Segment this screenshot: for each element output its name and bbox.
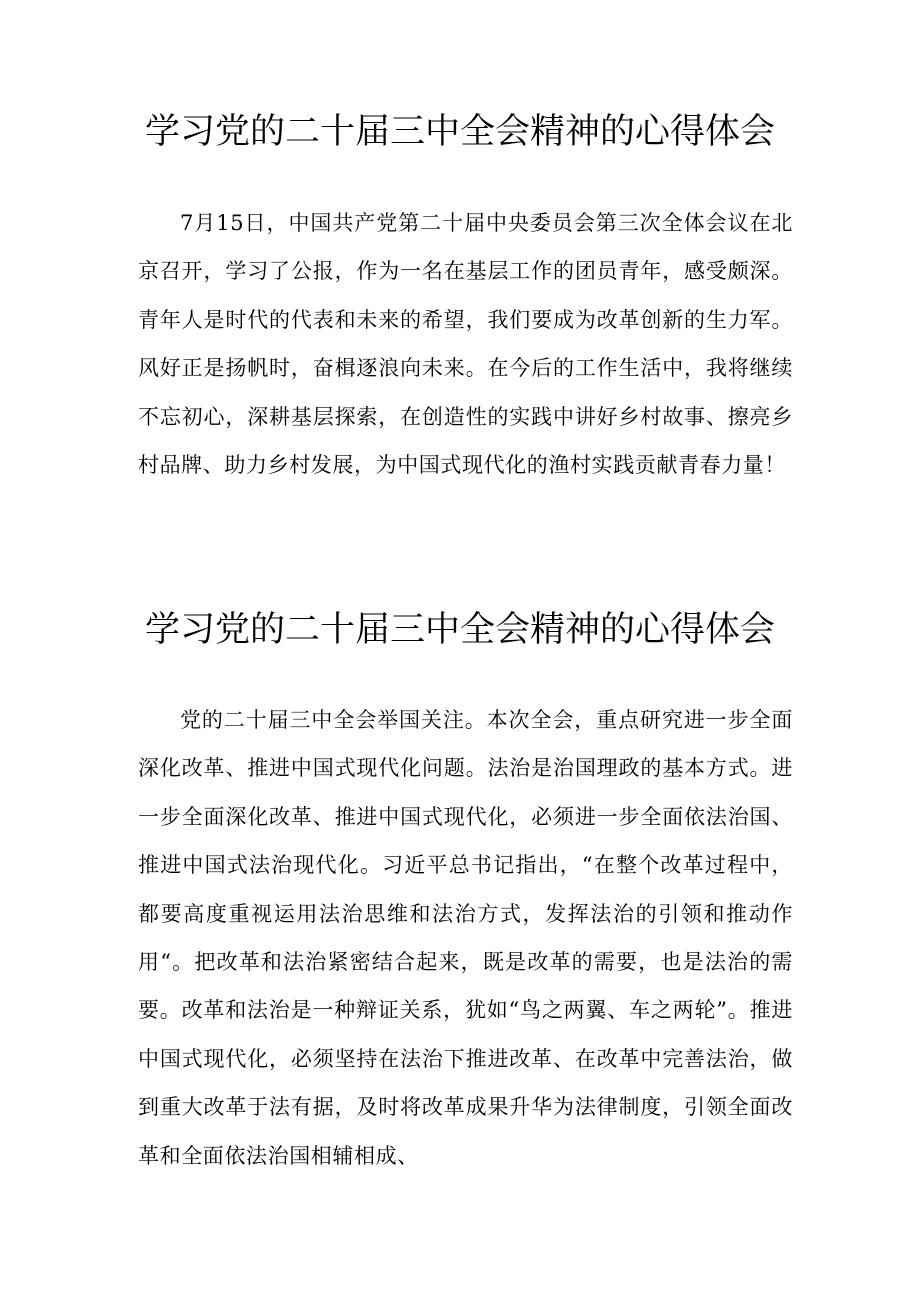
article-section-1	[0, 107, 920, 478]
article-body: 7月15日，中国共产党第二十届中央委员会第三次全体会议在北京召开，学习了公报，作为一名在基层工作的团员青年，感受颇深。青年人是时代的代表和未来的希望，我们要成为改革创新的生力军。风好正是扬帆时，奋楫逐浪向未来。在今后的工作生活中，我将继续不忘初心，深耕基层探索，在创造性的实践中讲好乡村故事、擦亮乡村品牌、助力乡村发展，为中国式现代化的渔村实践贡献青春力量！	[138, 211, 793, 478]
article-section-2	[0, 605, 920, 1168]
article-body: 党的二十届三中全会举国关注。本次全会，重点研究进一步全面深化改革、推进中国式现代化问题。法治是治国理政的基本方式。进一步全面深化改革、推进中国式现代化，必须进一步全面依法治国、推进中国式法治现代化。习近平总书记指出，“在整个改革过程中，都要高度重视运用法治思维和法治方式，发挥法治的引领和推动作用“。把改革和法治紧密结合起来，既是改革的需要，也是法治的需要。改革和法治是一种辩证关系，犹如“鸟之两翼、车之两轮”。推进中国式现代化，必须坚持在法治下推进改革、在改革中完善法治，做到重大改革于法有据，及时将改革成果升华为法律制度，引领全面改革和全面依法治国相辅相成、	[138, 708, 793, 1168]
article-title: 学习党的二十届三中全会精神的心得体会	[144, 112, 775, 152]
article-title: 学习党的二十届三中全会精神的心得体会	[144, 610, 775, 650]
